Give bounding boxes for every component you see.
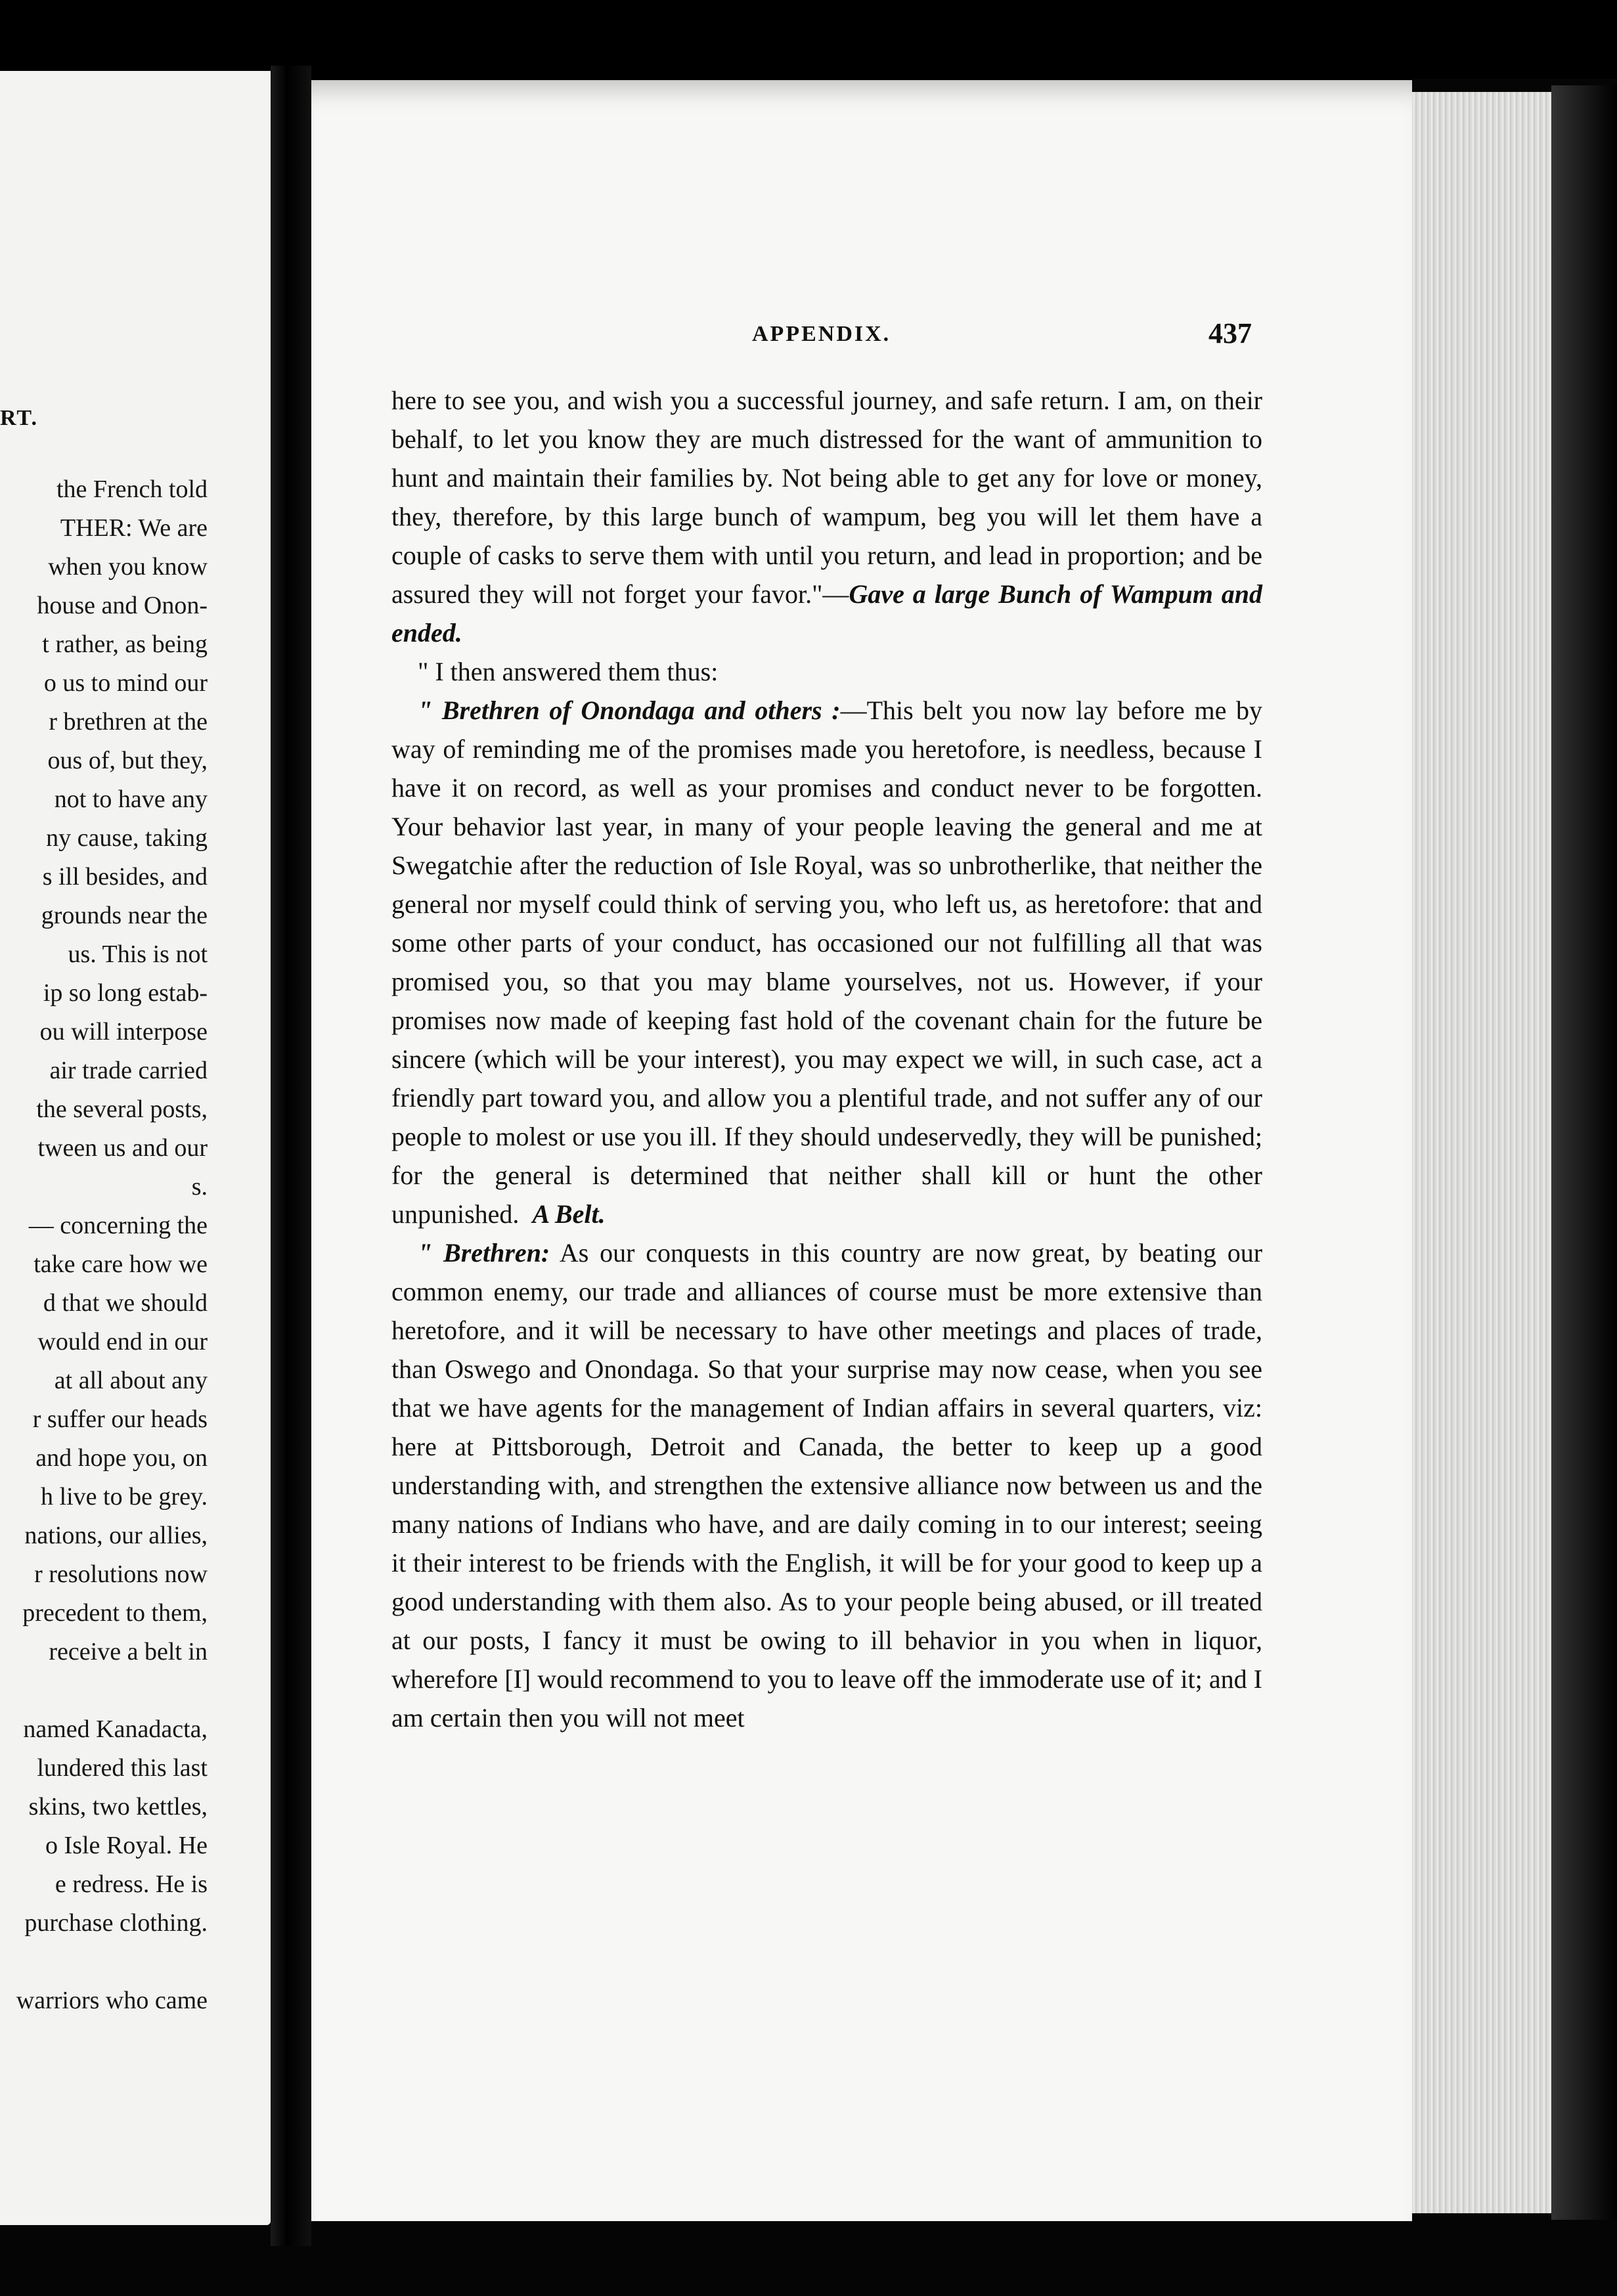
paragraph-4 [391,1233,1262,1737]
left-page-line: o Isle Royal. He [45,1832,208,1859]
left-page-line: ous of, but they, [47,747,208,774]
left-page-line: — concerning the [28,1212,208,1239]
paragraph-3-tail: A Belt. [532,1199,606,1229]
left-page-line: not to have any [54,785,208,813]
left-page-line: the French told [56,475,208,503]
left-page-line: us. This is not [68,940,208,968]
left-page-line: r resolutions now [34,1560,208,1588]
left-page-line: precedent to them, [22,1599,208,1627]
left-page-line: THER: We are [60,514,208,542]
left-page-line: the several posts, [36,1095,208,1123]
left-page-line: named Kanadacta, [23,1715,208,1743]
left-page-line: at all about any [54,1367,208,1394]
paragraph-1-tail: Gave a large Bunch of Wampum and ended. [391,579,1262,648]
page-edges [1412,92,1551,2213]
left-page-line: s. [191,1173,208,1201]
left-page-line: warriors who came [16,1987,208,2014]
left-page-line: ip so long estab- [43,979,208,1007]
left-page-line: and hope you, on [35,1444,208,1472]
paragraph-4-lead: " Brethren: [418,1238,550,1268]
left-page-line: ny cause, taking [46,824,208,852]
left-page-line: r brethren at the [49,708,208,736]
left-page-line: grounds near the [41,902,208,929]
left-page-line: tween us and our [37,1134,208,1162]
page-number: 437 [1208,317,1252,349]
left-page-line: when you know [48,553,208,581]
left-page-line: ou will interpose [39,1018,208,1046]
paragraph-1-text: here to see you, and wish you a successful journey, and safe return. I am, on their behalf, to let you know they are much distressed for the want of ammunition to hunt and maintain their families by. Not being able to get any for love or money, they, therefore, by this large bunch of wampum, beg you will let them have a couple of casks to serve them with until you return, and lead in proportion; and be assured they will not forget your favor."— [391,386,1262,609]
left-page-line: s ill besides, and [42,863,208,891]
book-gutter [271,66,311,2246]
paragraph-2 [391,652,1262,691]
left-page-line: t rather, as being [42,630,208,658]
paragraph-3-text: —This belt you now lay before me by way of reminding me of the promises made you heretofore, is needless, because I have it on record, as well as your promises and conduct never to be forgotten. Your behavior last year, in many of your people leaving the general and me at Swegatchie after the reduction of Isle Royal, was so unbrotherlike, that neither the general nor myself could think of serving you, who left us, as heretofore: that and some other parts of your conduct, has occasioned our not fulfilling all that was promised you, so that you may blame yourselves, not us. However, if your promises now made of keeping fast hold of the covenant chain for the future be sincere (which will be your interest), you may expect we will, in such case, act a friendly part toward you, and allow you a plentiful trade, and not suffer any of our people to molest or use you ill. If they should undeservedly, they will be punished; for the general is determined that neither shall kill or hunt the other unpunished. [391,695,1262,1229]
paragraph-3-lead: " Brethren of Onondaga and others : [418,695,841,725]
left-page-line: d that we should [43,1289,208,1317]
left-page-line: air trade carried [49,1057,208,1084]
left-page-line: nations, our allies, [24,1522,208,1549]
left-running-head: RT. [0,406,39,430]
scan-top-border [0,0,1617,79]
left-page-line: would end in our [37,1328,208,1356]
left-page-line: take care how we [33,1250,208,1278]
left-page-line: skins, two kettles, [28,1793,208,1821]
left-page-line: o us to mind our [43,669,208,697]
left-page-line: lundered this last [37,1754,208,1782]
paragraph-1 [391,381,1262,652]
paragraph-3 [391,691,1262,1233]
left-page-line: h live to be grey. [41,1483,208,1511]
left-page-line: receive a belt in [49,1638,208,1666]
left-page [0,71,271,2225]
left-page-line: house and Onon- [37,592,208,619]
paragraph-4-text: As our conquests in this country are now great, by beating our common enemy, our trade and alliances of course must be more extensive than heretofore, and it will be necessary to have other meetings and places of trade, than Oswego and Onondaga. So that your surprise may now cease, when you see that we have agents for the management of Indian affairs in several quarters, viz: here at Pittsborough, Detroit and Canada, the better to keep up a good understanding with, and strengthen the extensive alliance now between us and the many nations of Indians who have, and are daily coming in to our interest; seeing it their interest to be friends with the English, it will be for your good to keep up a good understanding with them also. As to your people being abused, or ill treated at our posts, I fancy it must be owing to ill behavior in you when in liquor, wherefore [I] would recommend to you to leave off the immoderate use of it; and I am certain then you will not meet [391,1238,1263,1733]
paragraph-2-text: " I then answered them thus: [418,657,719,686]
left-page-line [0,1671,271,1710]
left-page-line: r suffer our heads [32,1405,208,1433]
body-text [391,381,1262,1737]
left-page-line [0,1943,271,1981]
left-page-line: purchase clothing. [24,1909,208,1937]
running-head: APPENDIX. [752,322,891,346]
left-page-line: e redress. He is [55,1870,208,1898]
left-page-text [0,470,271,2020]
edge-shadow [1551,85,1617,2220]
